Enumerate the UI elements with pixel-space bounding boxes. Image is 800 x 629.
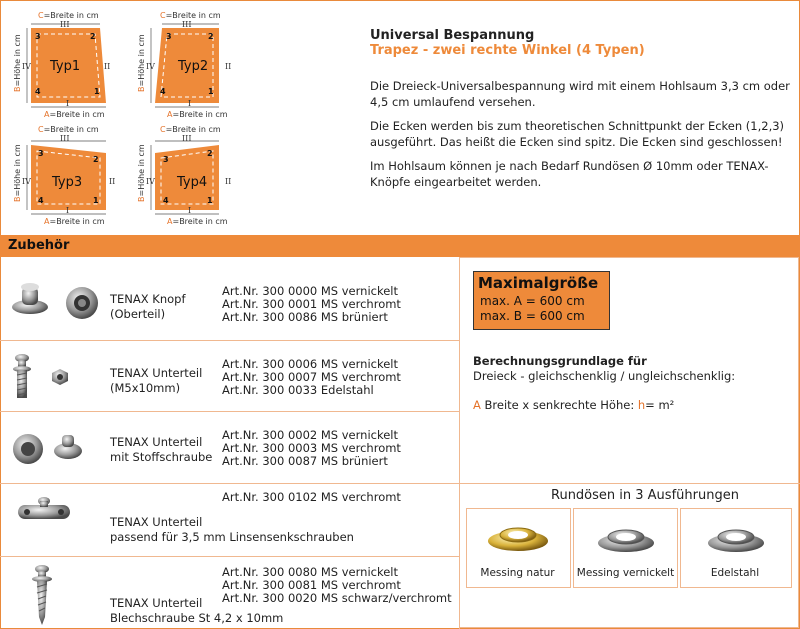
typ3-corner-1: 1	[93, 196, 99, 205]
accessory-2-article: Art.Nr. 300 0006 MS vernickelt	[222, 357, 398, 371]
typ1-roman-iii: III	[60, 20, 70, 29]
accessory-4-name	[110, 515, 354, 545]
typ3-label-b: B=Höhe in cm	[13, 144, 22, 202]
typ4-label-c: C=Breite in cm	[160, 125, 221, 134]
typ3-roman-iii: III	[60, 134, 70, 143]
typ2-roman-ii: II	[225, 62, 232, 71]
accessory-5-name-line1: TENAX Unterteil	[110, 596, 203, 610]
max-size-a: max. A = 600 cm	[480, 294, 585, 308]
typ4-roman-i: I	[188, 206, 192, 215]
formula-mid: Breite x senkrechte Höhe:	[480, 398, 638, 412]
accessory-1-article: Art.Nr. 300 0001 MS verchromt	[222, 297, 401, 311]
typ2-title: Typ2	[178, 59, 209, 74]
accessory-2-articles	[222, 358, 401, 397]
tenax-knopf-image	[12, 283, 98, 319]
messing-vernickelt-image	[598, 530, 654, 552]
typ1-corner-1: 1	[94, 87, 100, 96]
typ4-roman-iii: III	[182, 134, 192, 143]
accessory-2-name-line1: TENAX Unterteil	[110, 366, 203, 380]
rundoese-caption: Messing natur	[480, 567, 555, 579]
edelstahl-image	[708, 530, 764, 552]
typ1-label-a: A=Breite in cm	[44, 110, 105, 119]
typ4-corner-1: 1	[207, 196, 213, 205]
typ3-roman-i: I	[66, 206, 70, 215]
accessory-1-article: Art.Nr. 300 0000 MS vernickelt	[222, 284, 398, 298]
accessory-3-name	[110, 435, 212, 465]
accessory-4-articles	[222, 491, 401, 504]
accessory-5-article: Art.Nr. 300 0081 MS verchromt	[222, 578, 401, 592]
accessory-3-article: Art.Nr. 300 0003 MS verchromt	[222, 441, 401, 455]
max-size-box	[473, 271, 610, 330]
typ4-roman-ii: II	[225, 177, 232, 186]
accessory-5-article: Art.Nr. 300 0080 MS vernickelt	[222, 565, 398, 579]
accessory-5-article: Art.Nr. 300 0020 MS schwarz/verchromt	[222, 591, 452, 605]
typ3-corner-4: 4	[38, 196, 44, 205]
formula-a: A	[473, 398, 481, 412]
messing-natur-image	[488, 528, 548, 551]
formula-tail: = m²	[645, 398, 675, 412]
accessory-3-name-line2: mit Stoffschraube	[110, 450, 213, 464]
accessory-3-article: Art.Nr. 300 0087 MS brüniert	[222, 454, 388, 468]
accessory-1-name-line1: TENAX Knopf	[110, 292, 186, 306]
tenax-unterteil-m5-image	[13, 354, 68, 398]
typ3-label-c: C=Breite in cm	[38, 125, 99, 134]
section-header	[0, 235, 800, 257]
accessory-1-article: Art.Nr. 300 0086 MS brüniert	[222, 310, 388, 324]
page-title: Universal Bespannung	[370, 28, 535, 43]
typ3-title: Typ3	[52, 175, 83, 190]
typ4-corner-3: 3	[163, 155, 169, 164]
typ2-corner-3: 3	[166, 32, 172, 41]
typ4-corner-2: 2	[207, 149, 213, 158]
accessory-images	[0, 257, 110, 629]
typ2-corner-2: 2	[208, 32, 214, 41]
typ3-roman-ii: II	[109, 177, 116, 186]
calc-heading: Berechnungsgrundlage für	[473, 354, 647, 368]
typ1-corner-2: 2	[90, 32, 96, 41]
accessory-4-name-line2: passend für 3,5 mm Linsensenkschrauben	[110, 530, 354, 544]
typ1-corner-4: 4	[35, 87, 41, 96]
accessory-1-name	[110, 292, 186, 322]
typ1-label-b: B=Höhe in cm	[13, 34, 22, 92]
section-title: Zubehör	[8, 238, 70, 253]
accessory-5-name	[110, 596, 283, 626]
rundoese-caption: Messing vernickelt	[576, 567, 675, 579]
accessory-4-article: Art.Nr. 300 0102 MS verchromt	[222, 490, 401, 504]
accessory-5-name-line2: Blechschraube St 4,2 x 10mm	[110, 611, 284, 625]
accessory-1-articles	[222, 285, 401, 324]
typ2-label-c: C=Breite in cm	[160, 11, 221, 20]
page-subtitle: Trapez - zwei rechte Winkel (4 Typen)	[370, 43, 645, 58]
accessory-3-name-line1: TENAX Unterteil	[110, 435, 203, 449]
typ4-roman-iv: IV	[146, 177, 155, 186]
accessory-1-name-line2: (Oberteil)	[110, 307, 166, 321]
formula-h: h	[637, 398, 646, 412]
max-size-b: max. B = 600 cm	[480, 309, 585, 323]
typ2-roman-iv: IV	[146, 62, 155, 71]
description-2: Die Ecken werden bis zum theoretischen Schnittpunkt der Ecken (1,2,3) ausgeführt. Das heißt die Ecken sind spitz. Die Ecken sind geschlossen!	[370, 119, 785, 149]
accessory-2-article: Art.Nr. 300 0007 MS verchromt	[222, 370, 401, 384]
typ2-label-b: B=Höhe in cm	[137, 34, 146, 92]
accessory-2-name-line2: (M5x10mm)	[110, 381, 181, 395]
typ3-label-a: A=Breite in cm	[44, 217, 105, 226]
typ1-corner-3: 3	[35, 32, 41, 41]
calc-text: Dreieck - gleichschenklig / ungleichschenklig:	[473, 369, 736, 383]
typ3-corner-3: 3	[38, 149, 44, 158]
typ4-label-b: B=Höhe in cm	[137, 144, 146, 202]
accessory-4-name-line1: TENAX Unterteil	[110, 515, 203, 529]
typ1-roman-i: I	[66, 99, 70, 108]
description-1: Die Dreieck-Universalbespannung wird mit einem Hohlsaum 3,3 cm oder 4,5 cm umlaufend versehen.	[370, 79, 790, 109]
typ4-label-a: A=Breite in cm	[167, 217, 228, 226]
typ2-roman-i: I	[188, 99, 192, 108]
typ1-title: Typ1	[50, 59, 81, 74]
typ1-label-c: C=Breite in cm	[38, 11, 99, 20]
typ3-roman-iv: IV	[22, 177, 31, 186]
calc-formula	[473, 398, 674, 412]
typ1-roman-iv: IV	[22, 62, 31, 71]
typ4-title: Typ4	[177, 175, 208, 190]
typ2-roman-iii: III	[182, 20, 192, 29]
accessory-3-articles	[222, 429, 401, 468]
tenax-blechschraube-image	[32, 565, 52, 625]
accessory-3-article: Art.Nr. 300 0002 MS vernickelt	[222, 428, 398, 442]
tenax-linsen-image	[18, 497, 70, 519]
description-3: Im Hohlsaum können je nach Bedarf Rundösen Ø 10mm oder TENAX-Knöpfe eingearbeitet werden.	[370, 159, 769, 189]
max-size-title: Maximalgröße	[478, 274, 599, 292]
typ1-roman-ii: II	[104, 62, 111, 71]
rundoese-caption: Edelstahl	[710, 567, 760, 579]
typ4-corner-4: 4	[163, 196, 169, 205]
accessory-2-article: Art.Nr. 300 0033 Edelstahl	[222, 383, 374, 397]
accessory-2-name	[110, 366, 202, 396]
typ2-label-a: A=Breite in cm	[167, 110, 228, 119]
typ3-corner-2: 2	[93, 155, 99, 164]
rundoesen-images	[466, 508, 796, 568]
typ2-corner-1: 1	[208, 87, 214, 96]
typ2-corner-4: 4	[160, 87, 166, 96]
rundoesen-title: Rundösen in 3 Ausführungen	[551, 488, 739, 503]
tenax-stoffschraube-image	[13, 434, 82, 464]
